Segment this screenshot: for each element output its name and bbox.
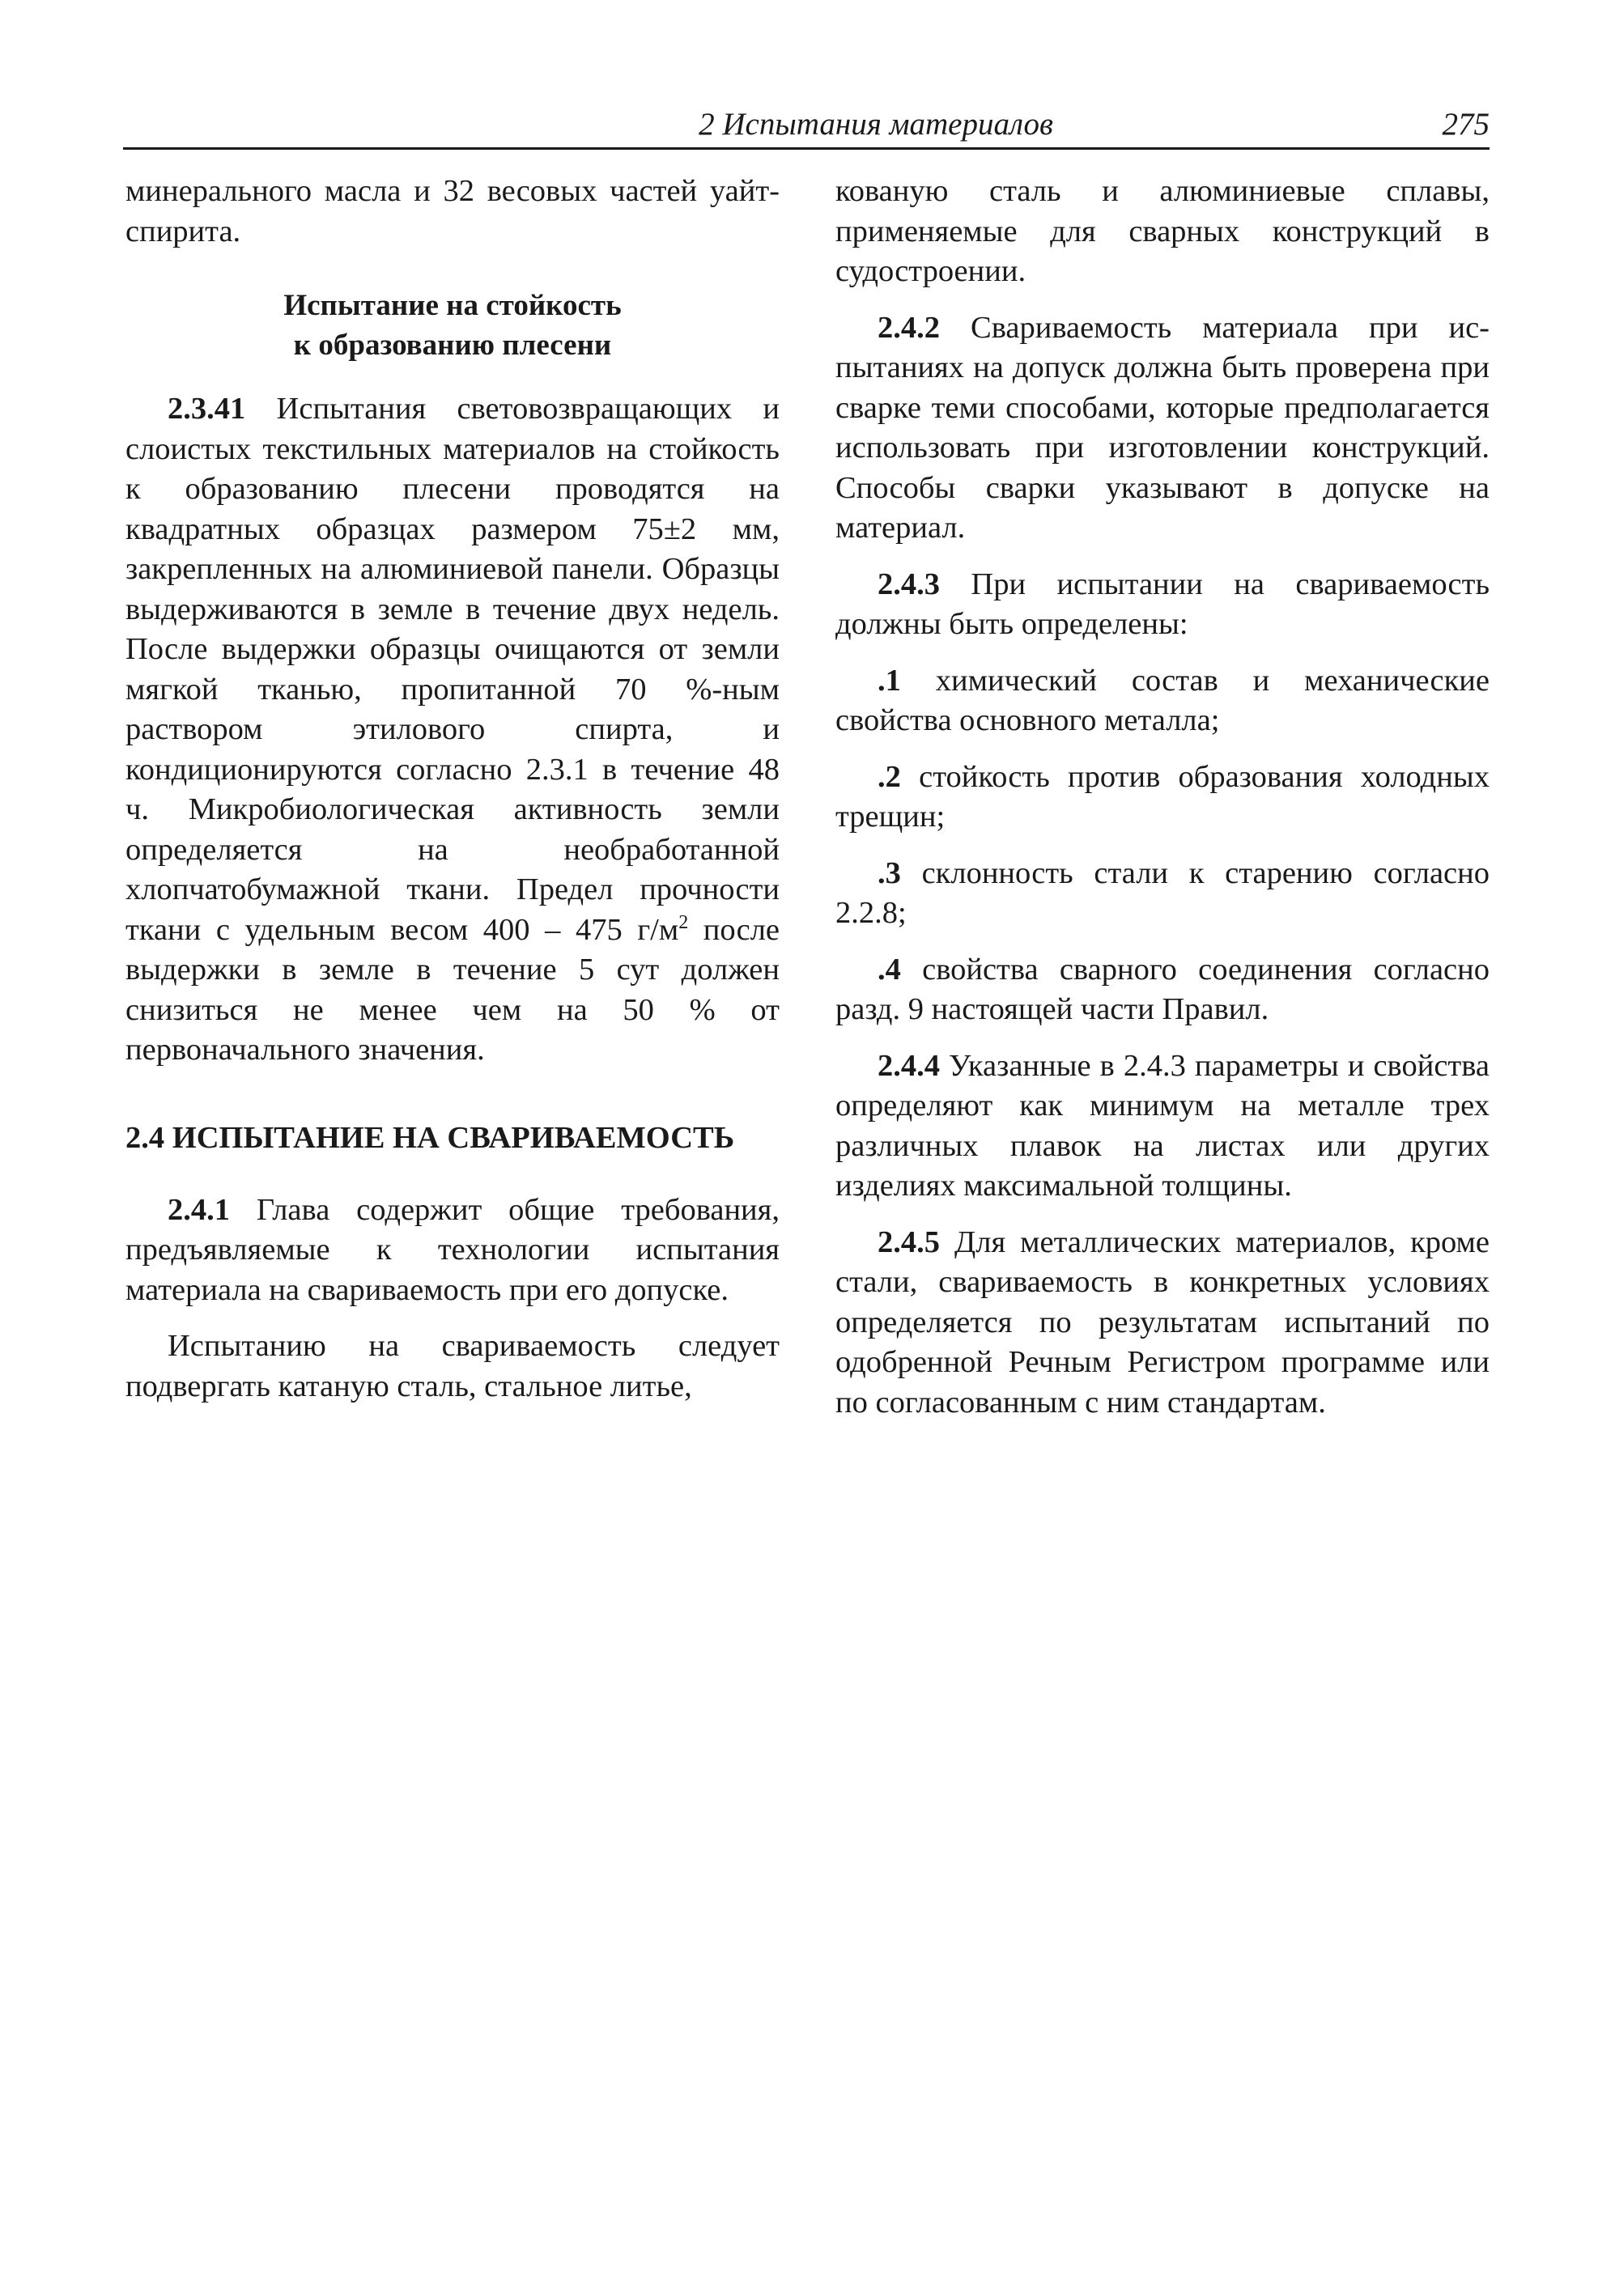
paragraph-text: Указанные в 2.4.3 параметры и свойства определяют как минимум на металле трех различных плавок на листах или других изделиях максимальной толщины. (835, 1048, 1490, 1203)
item-text: стойкость против образования холодных трещин; (835, 759, 1490, 834)
clause-number: 2.4.2 (878, 310, 940, 345)
left-column (125, 172, 780, 1423)
paragraph-2-4-3 (835, 565, 1490, 645)
clause-number: 2.4.1 (168, 1192, 230, 1227)
clause-number: 2.4.5 (878, 1224, 940, 1259)
right-column (835, 172, 1490, 1439)
page-number: 275 (1442, 107, 1490, 142)
section-heading: 2.4 ИСПЫТАНИЕ НА СВАРИВАЕМОСТЬ (125, 1120, 735, 1155)
paragraph-2-4-4 (835, 1046, 1490, 1207)
list-item-4 (835, 950, 1490, 1030)
paragraph-2-4-5 (835, 1223, 1490, 1424)
subheading-mold-resistance (125, 286, 780, 365)
subheading-line-1: Испытание на стойкость (283, 289, 622, 322)
subheading-line-2: к образованию плесени (293, 329, 612, 362)
list-item-3 (835, 854, 1490, 934)
item-text: химический состав и механические свойства основного металла; (835, 663, 1490, 737)
paragraph-text: Свариваемость материала при испытаниях на допуск должна быть проверена при сварке теми способами, которые предполагается использовать при изготовлении конструкций. Способы сварки указывают в допуске на материал. (835, 310, 1490, 545)
superscript: 2 (678, 911, 689, 933)
paragraph-text: Для металлических материалов, кроме стали, свариваемость в конкретных условиях определяется по результатам испытаний по одобренной Речным Регистром программе или по согласованным с ним стандартам. (835, 1224, 1490, 1420)
paragraph-continuation: кованую сталь и алюминиевые сплавы, применяемые для сварных конструкций в судостроении. (835, 174, 1490, 288)
paragraph-2-3-41 (125, 389, 780, 1071)
paragraph-weldability-materials: Испытанию на свариваемость следует подвергать катаную сталь, стальное литье, (125, 1329, 780, 1403)
clause-number: 2.4.4 (878, 1048, 940, 1083)
list-item-1 (835, 661, 1490, 741)
running-title: 2 Испытания материалов (699, 107, 1053, 142)
list-item-2 (835, 758, 1490, 838)
paragraph-text: после выдержки в земле в течение 5 сут должен снизиться не менее чем на 50 % от первоначального значения. (125, 912, 780, 1067)
item-number: .1 (878, 663, 901, 698)
item-text: свойства сварного соединения согласно разд. 9 настоящей части Правил. (835, 952, 1490, 1026)
item-number: .4 (878, 952, 901, 987)
page-header (123, 105, 1490, 150)
paragraph-text: Глава содержит общие требования, предъявляемые к технологии испытания материала на свариваемость при его допуске. (125, 1192, 780, 1307)
paragraph-2-4-2 (835, 308, 1490, 549)
item-text: склонность стали к старению согласно 2.2.8; (835, 855, 1490, 930)
paragraph-continuation: минерального масла и 32 весовых частей уайт-спирита. (125, 174, 780, 248)
paragraph-text: При испытании на свариваемость должны быть определены: (835, 567, 1490, 641)
item-number: .2 (878, 759, 901, 794)
paragraph-text: Испытания световозвращающих и слоистых текстильных материалов на стойкость к образованию плесени проводятся на квадратных образцах размером 75±2 мм, закрепленных на алюминиевой панели. Образцы выдерживаются в земле в течение двух недель. После выдержки образцы очищаются от земли мягкой тканью, пропитанной 70 %-ным раствором этилового спирта, и кондиционируются согласно 2.3.1 в течение 48 ч. Микробиологическая активность земли определяется на необработанной хлопчатобумажной ткани. Предел прочности ткани с удельным весом 400 – 475 г/м (125, 392, 780, 947)
item-number: .3 (878, 855, 901, 890)
clause-number: 2.3.41 (168, 392, 246, 426)
paragraph-2-4-1 (125, 1190, 780, 1311)
clause-number: 2.4.3 (878, 567, 940, 601)
